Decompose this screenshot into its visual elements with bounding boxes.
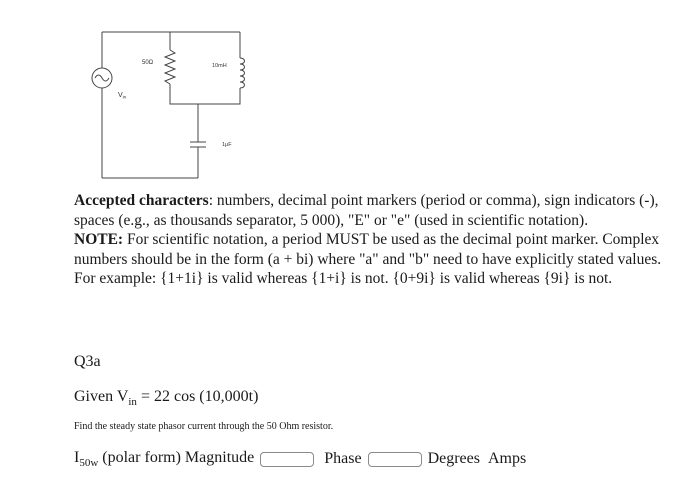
resistor-label: 50Ω (142, 60, 154, 66)
note-text: NOTE: For scientific notation, a period MUST be used as the decimal point marker. Complex numbers should be in the form (a + bi) where "a" and "b" need to have explicitly stated values. (74, 231, 662, 268)
resistor-symbol (165, 50, 175, 84)
circuit-diagram (80, 20, 280, 200)
degrees-label: Degrees (427, 450, 480, 468)
magnitude-input[interactable] (260, 452, 314, 467)
note-label: NOTE: (74, 231, 124, 249)
inductor-lead-bottom (198, 88, 240, 104)
question-prompt: Find the steady state phasor current through the 50 Ohm resistor. (74, 421, 334, 432)
phase-label: Phase (324, 450, 362, 468)
answer-row (74, 449, 526, 469)
phase-input[interactable] (368, 452, 422, 467)
capacitor-label: 1μF (222, 142, 232, 148)
example-text: For example: {1+1i} is valid whereas {1+i} is not. {0+9i} is valid whereas {9i} is not. (74, 270, 613, 288)
current-label: $I_{50w}$ (polar form) Magnitude (74, 449, 255, 470)
question-title: Q3a (74, 353, 101, 370)
given-statement: Given $V_{in} = 22$ cos (10,000t) (74, 388, 259, 409)
accepted-characters-text: Accepted characters: numbers, decimal point markers (period or comma), sign indicators (-), spaces (e.g., as thousands separator, 5 000), "E" or "e" (used in scientific notation). (74, 192, 659, 229)
inductor-symbol (240, 58, 245, 88)
instructions-block (74, 191, 698, 289)
sine-wave-icon (95, 75, 109, 81)
inductor-label: 10mH (212, 63, 227, 69)
accepted-label: Accepted characters (74, 192, 209, 209)
resistor-lead-bottom (170, 84, 198, 104)
amps-label: Amps (487, 450, 527, 468)
source-label: $V_{in}$ (118, 92, 127, 100)
